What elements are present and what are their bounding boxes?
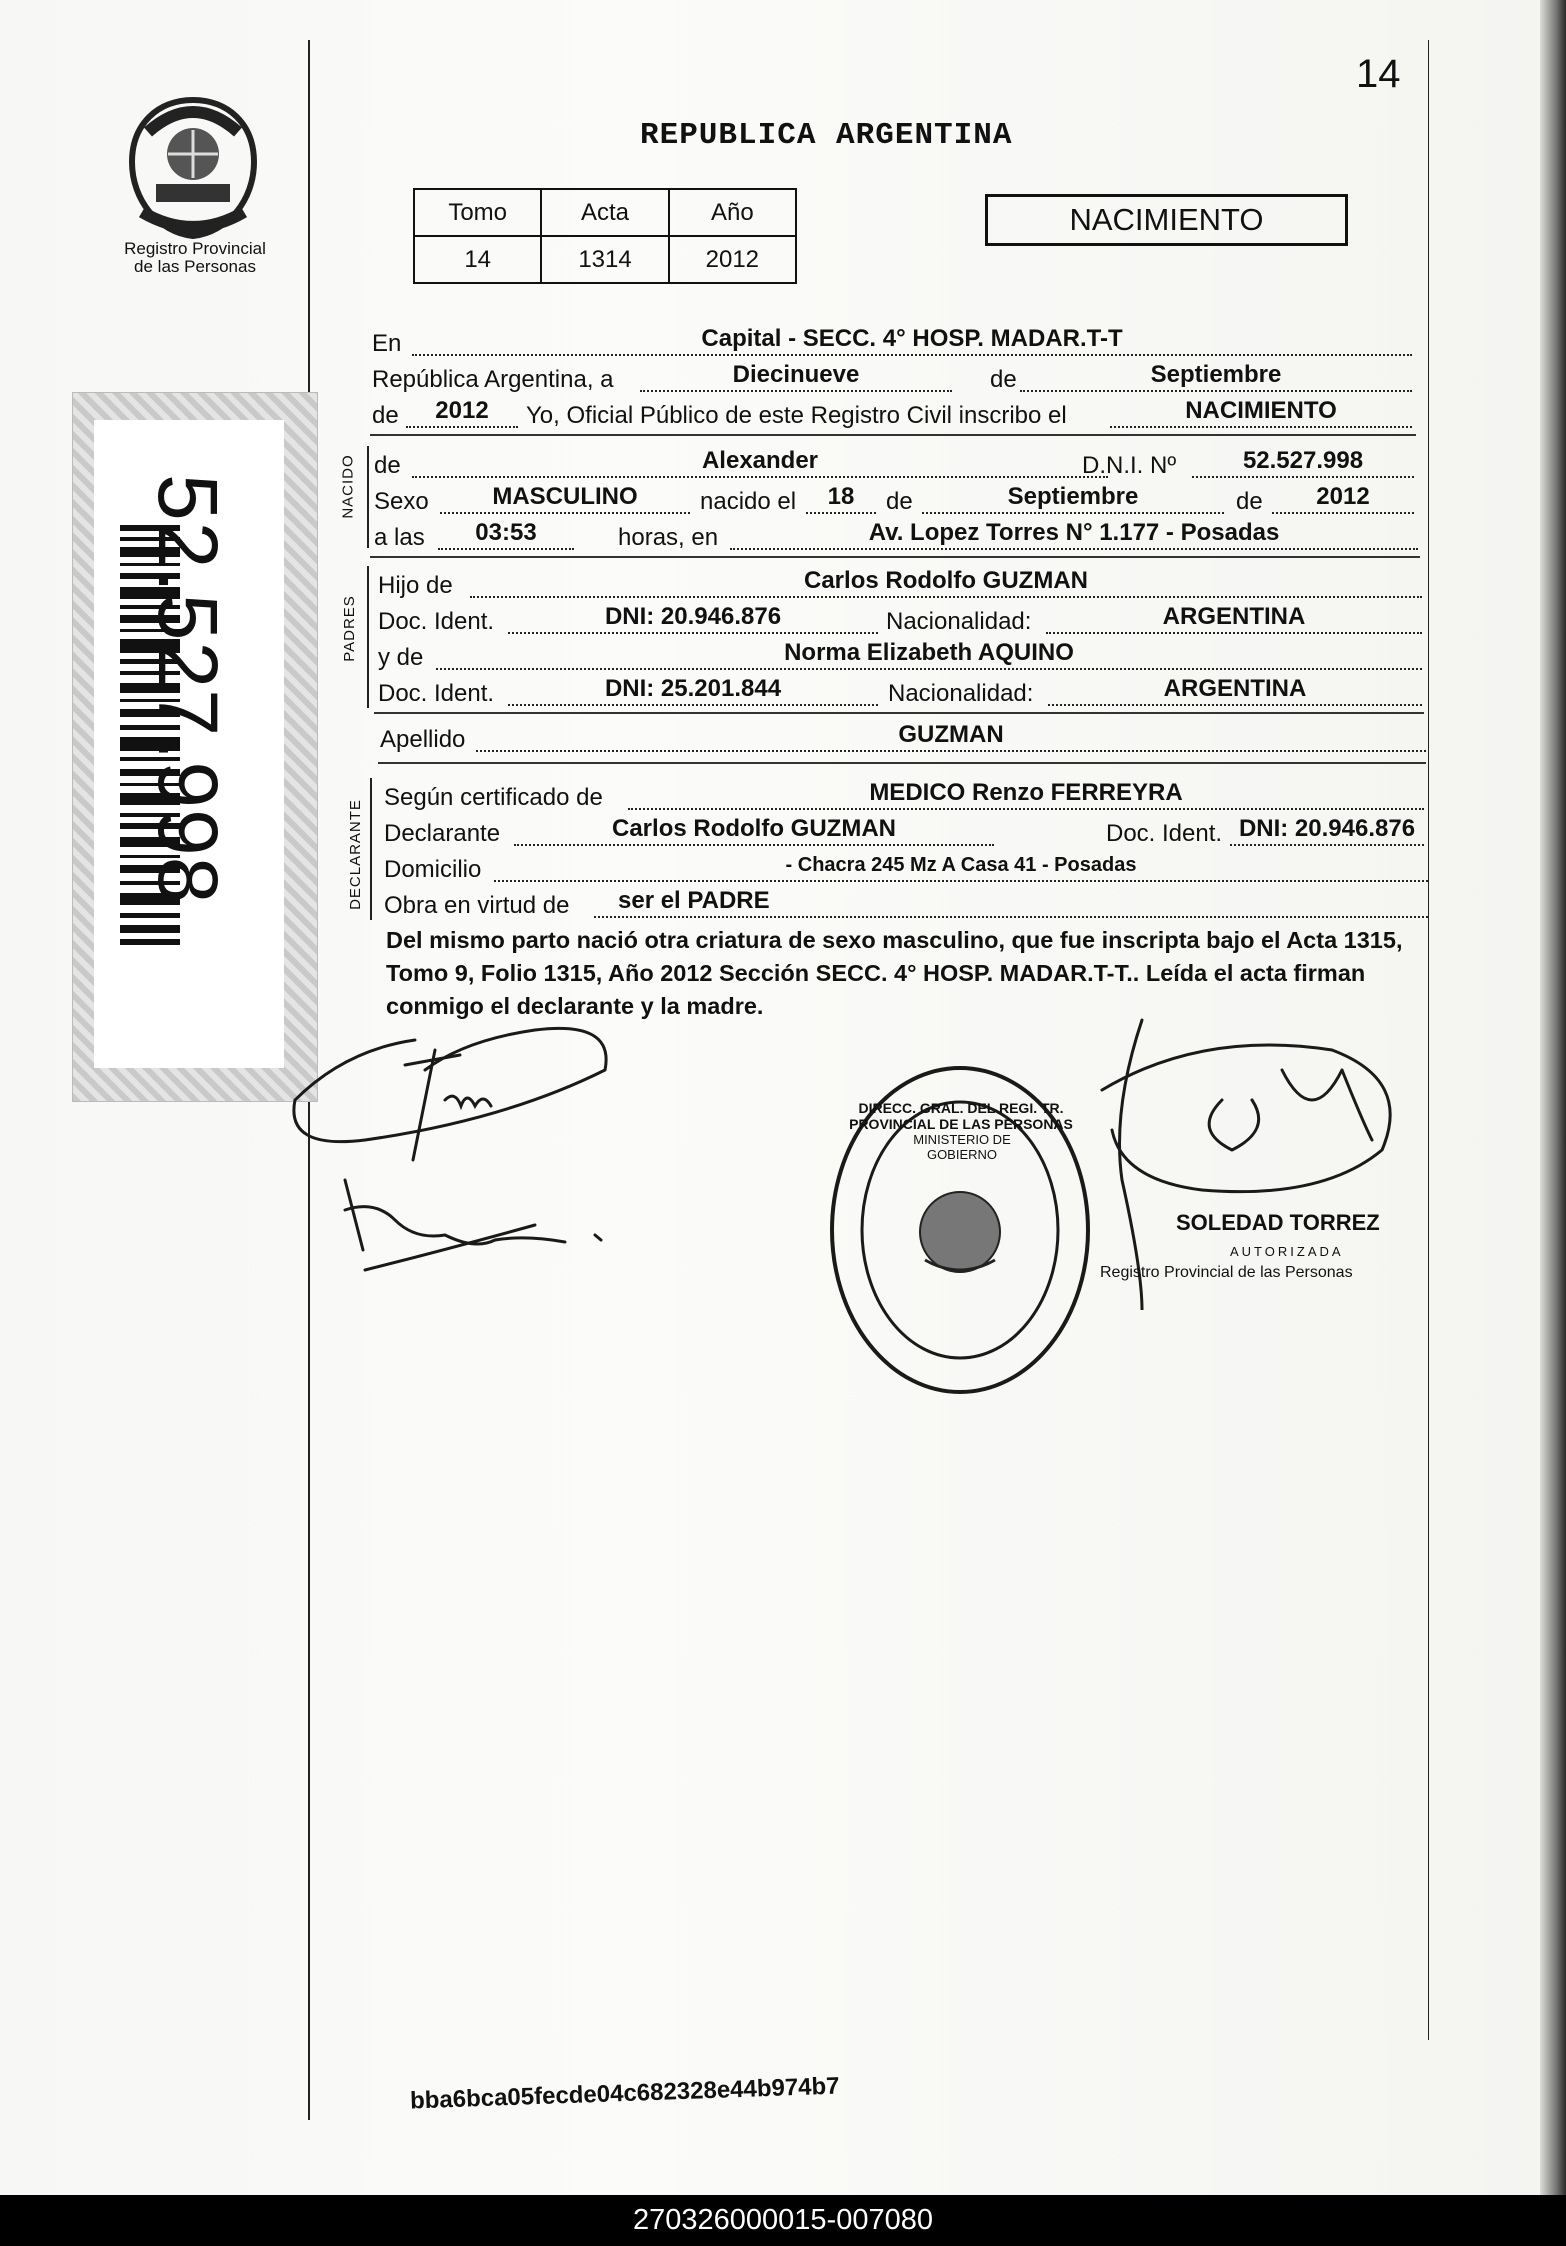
row-fecha	[372, 362, 1412, 392]
row-declarante	[384, 816, 1424, 846]
bracket-padres	[367, 566, 369, 708]
label-father-doc: Doc. Ident.	[378, 608, 495, 635]
bracket-nacido	[367, 446, 369, 548]
row-hora	[374, 520, 1418, 550]
row-mother-doc	[378, 676, 1422, 706]
value-name: Alexander	[412, 448, 1108, 478]
value-inscribo: NACIMIENTO	[1110, 398, 1412, 428]
official-office: Registro Provincial de las Personas	[1100, 1264, 1353, 1281]
row-certificado	[384, 780, 1424, 810]
page-number: 14	[1356, 52, 1401, 96]
row-sexo	[374, 484, 1414, 514]
value-sexo: MASCULINO	[440, 484, 690, 514]
value-certificado: MEDICO Renzo FERREYRA	[628, 780, 1424, 810]
register-header-acta: Acta	[541, 189, 668, 236]
label-mother-nat: Nacionalidad:	[888, 680, 1034, 707]
value-father-doc: DNI: 20.946.876	[508, 604, 878, 634]
stamp-ring-text: DIRECC. GRAL. DEL REGI. TR. PROVINCIAL DE LAS PERSONAS	[849, 1100, 1073, 1132]
value-father-nat: ARGENTINA	[1046, 604, 1422, 634]
value-father: Carlos Rodolfo GUZMAN	[470, 568, 1422, 598]
stamp-inner-text: MINISTERIO DE GOBIERNO	[913, 1132, 1011, 1162]
registry-label-line1: Registro Provincial	[124, 239, 266, 258]
value-declarante-doc: DNI: 20.946.876	[1230, 816, 1424, 846]
record-type-box: NACIMIENTO	[985, 194, 1348, 246]
row-ano	[372, 398, 1412, 428]
value-place: Av. Lopez Torres N° 1.177 - Posadas	[730, 520, 1418, 550]
label-domicilio: Domicilio	[384, 856, 482, 883]
label-de-nombre: de	[374, 452, 401, 479]
row-apellido	[380, 722, 1426, 752]
value-declarante: Carlos Rodolfo GUZMAN	[514, 816, 994, 846]
value-mother-nat: ARGENTINA	[1048, 676, 1422, 706]
label-de2: de	[372, 402, 399, 429]
footer-code: 270326000015-007080	[0, 2195, 1566, 2246]
provincial-seal-icon	[118, 92, 268, 242]
separator	[378, 762, 1426, 764]
official-name: SOLEDAD TORREZ	[1176, 1210, 1380, 1235]
value-mother: Norma Elizabeth AQUINO	[436, 640, 1422, 670]
row-father-doc	[378, 604, 1422, 634]
value-hour: 03:53	[438, 520, 574, 550]
right-margin-rule	[1428, 40, 1429, 2040]
label-declarante: Declarante	[384, 820, 501, 847]
register-value-tomo: 14	[414, 236, 541, 283]
section-label-declarante: DECLARANTE	[346, 799, 364, 910]
label-de: de	[990, 366, 1017, 393]
label-en: En	[372, 330, 402, 357]
label-father-nat: Nacionalidad:	[886, 608, 1032, 635]
label-republica: República Argentina, a	[372, 366, 614, 393]
label-y-de: y de	[378, 644, 424, 671]
value-day: Diecinueve	[640, 362, 952, 392]
row-domicilio	[384, 852, 1428, 882]
register-table	[413, 188, 797, 284]
label-certificado: Según certificado de	[384, 784, 603, 811]
value-domicilio: - Chacra 245 Mz A Casa 41 - Posadas	[494, 852, 1428, 882]
value-year: 2012	[406, 398, 518, 428]
value-en: Capital - SECC. 4° HOSP. MADAR.T-T	[412, 326, 1412, 356]
label-nacido-el: nacido el	[700, 488, 797, 515]
bracket-declarante	[370, 778, 372, 920]
value-birth-day: 18	[806, 484, 876, 514]
section-label-padres: PADRES	[340, 595, 358, 662]
birth-note-paragraph: Del mismo parto nació otra criatura de sexo masculino, que fue inscripta bajo el Acta 1315, Tomo 9, Folio 1315, Año 2012 Sección SECC. 4° HOSP. MADAR.T-T.. Leída el acta firman conmigo el declarante y la madre.	[386, 927, 1403, 1019]
registry-label	[100, 240, 290, 276]
value-birth-month: Septiembre	[922, 484, 1224, 514]
value-mother-doc: DNI: 25.201.844	[508, 676, 878, 706]
barcode-number: 52.527.998	[141, 474, 235, 905]
label-de-mes: de	[886, 488, 913, 515]
value-month: Septiembre	[1020, 362, 1412, 392]
document-hash: bba6bca05fecde04c682328e44b974b7	[409, 2072, 840, 2115]
label-obra: Obra en virtud de	[384, 892, 570, 919]
label-hijo-de: Hijo de	[378, 572, 453, 599]
value-obra: ser el PADRE	[594, 888, 1428, 918]
label-horas: horas, en	[618, 524, 719, 551]
value-apellido: GUZMAN	[476, 722, 1426, 752]
document-heading: REPUBLICA ARGENTINA	[640, 118, 1013, 153]
value-dni: 52.527.998	[1192, 448, 1414, 478]
label-oficial: Yo, Oficial Público de este Registro Civil inscribo el	[526, 402, 1067, 429]
value-birth-year: 2012	[1272, 484, 1414, 514]
register-header-ano: Año	[669, 189, 796, 236]
label-declarante-doc: Doc. Ident.	[1106, 820, 1223, 847]
separator	[370, 556, 1420, 558]
label-a-las: a las	[374, 524, 425, 551]
page-edge-shadow	[1540, 0, 1566, 2195]
row-nombre	[374, 448, 1414, 478]
official-title: AUTORIZADA	[1230, 1244, 1344, 1259]
label-apellido: Apellido	[380, 726, 466, 753]
label-sexo: Sexo	[374, 488, 429, 515]
registry-label-line2: de las Personas	[134, 257, 256, 276]
row-hijo-de	[378, 568, 1422, 598]
register-header-tomo: Tomo	[414, 189, 541, 236]
register-value-ano: 2012	[669, 236, 796, 283]
row-y-de	[378, 640, 1422, 670]
label-mother-doc: Doc. Ident.	[378, 680, 495, 707]
separator	[370, 434, 1416, 436]
section-label-nacido: NACIDO	[339, 454, 357, 519]
label-dni: D.N.I. Nº	[1082, 452, 1177, 479]
row-obra	[384, 888, 1428, 918]
row-en	[372, 326, 1412, 356]
register-value-acta: 1314	[541, 236, 668, 283]
declarante-signature-icon	[285, 1010, 625, 1310]
separator	[374, 712, 1424, 714]
label-de-ano: de	[1236, 488, 1263, 515]
